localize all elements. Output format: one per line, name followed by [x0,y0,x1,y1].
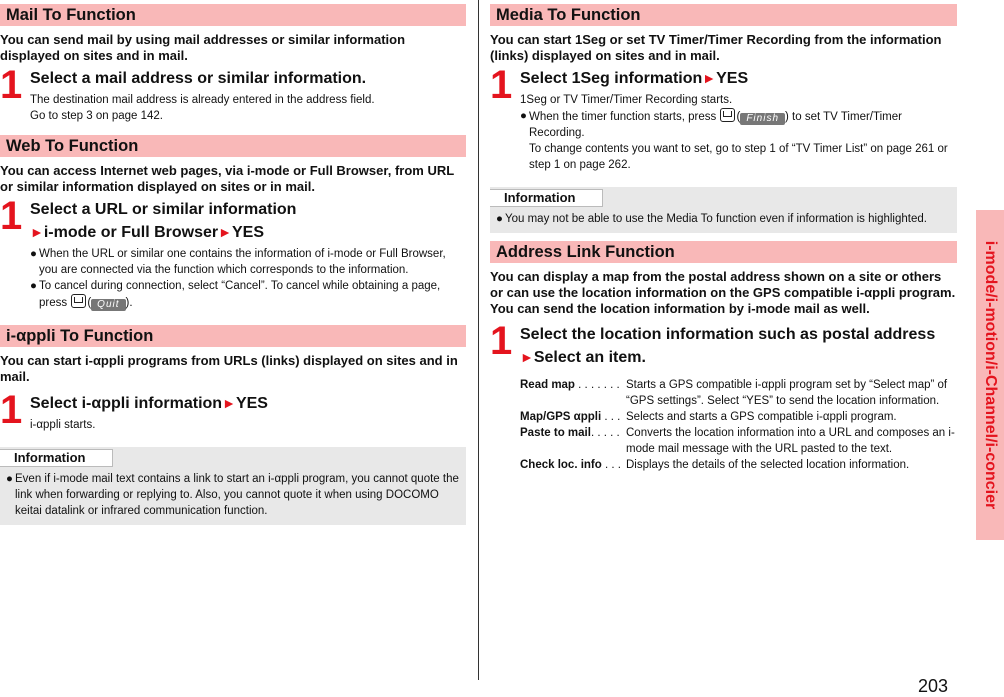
bullet-item: ● When the timer function starts, press ( Finish ) to set TV Timer/Timer Recording. To change contents you want to set, go to step 1 of “TV Timer List” on page 261 or step 1 on page 262. [520,110,948,171]
information-text [0,467,466,519]
term-text: Paste to mail [520,427,591,439]
bullet-text: When the URL or similar one contains the information of i-mode or Full Browser, you are connected via the function which corresponds to the information. [39,248,446,276]
iappli-to-step [0,388,466,433]
definition-row [520,425,957,457]
step-title [30,392,466,415]
arrow-icon: ► [222,395,236,411]
mail-to-step [0,63,466,124]
step-title [520,323,957,369]
body-text: i-αppli starts. [30,419,96,431]
information-box [0,447,466,525]
step-title [30,198,466,244]
definition-desc: Displays the details of the selected location information. [626,459,910,471]
definition-row [520,409,957,425]
iappli-to-heading: i-αppli To Function [0,325,466,347]
step-body [30,92,466,124]
right-column [490,4,957,473]
info-text: Even if i-mode mail text contains a link to start an i-αppli program, you cannot quote the link when forwarding or replying to. Also, you cannot quote it when using DOCOMO keitai datalink or infrared communication function. [15,473,459,517]
bullet-icon: ● [6,473,13,485]
arrow-icon: ► [702,70,717,86]
information-tag: Information [0,449,113,467]
paren: ). [125,297,133,309]
bullet-text: When the timer function starts, press [529,111,717,123]
quit-softkey: Quit [91,299,125,311]
bullet-icon: ● [496,213,503,225]
bullet-icon: ● [520,110,527,122]
step-number: 1 [0,388,23,432]
media-to-heading: Media To Function [490,4,957,26]
iappli-to-intro: You can start i-αppli programs from URLs (links) displayed on sites and in mail. [0,353,458,384]
arrow-icon: ► [218,224,232,240]
arrow-icon: ► [30,224,44,240]
bullet-text: To cancel during connection, select “Cancel”. To cancel while obtaining a page, press [39,280,441,309]
media-to-step [490,63,957,173]
mail-key-icon [720,108,735,122]
bullet-icon: ● [30,280,37,292]
address-link-heading: Address Link Function [490,241,957,263]
information-box [490,187,957,233]
finish-softkey: Finish [740,113,785,125]
leader-dots: . . . . . [590,427,620,439]
definition-term [520,425,626,457]
step-title: Select a mail address or similar information. [30,70,367,87]
information-tag: Information [490,189,603,207]
step-body [30,246,466,311]
body-text: The destination mail address is already entered in the address field. [30,94,375,106]
column-divider [478,0,479,680]
bullet-item [30,246,466,278]
step-body [30,417,466,433]
step-number: 1 [490,63,513,107]
step-title-part: Select an item. [533,349,646,366]
step-number: 1 [0,194,23,238]
step-title [520,67,957,90]
mail-to-heading: Mail To Function [0,4,466,26]
step-title-part: Select the location information such as postal address [520,326,936,343]
step-title-part: YES [235,395,268,412]
step-title-part: Select 1Seg information [520,70,703,87]
step-title-part: Select a URL or similar information [30,201,297,218]
address-link-intro: You can display a map from the postal address shown on a site or others or can use the location information on the GPS compatible i-αppli program. You can send the location information by i-mode mail as well. [490,269,956,316]
mail-key-icon [71,294,86,308]
bullet-text: To change contents you want to set, go to step 1 of “TV Timer List” on page 261 or step 1 on page 262. [529,143,948,171]
address-link-step [490,319,957,369]
item-definition-list [490,377,957,473]
step-title-part: YES [231,224,264,241]
step-title-part: i-mode or Full Browser [43,224,219,241]
web-to-step [0,194,466,311]
definition-row [520,377,957,409]
term-text: Check loc. info [520,459,602,471]
leader-dots: . . . [601,411,621,423]
step-title-part: YES [716,70,749,87]
left-column [0,4,466,525]
term-text: Read map [520,379,575,391]
definition-term [520,377,626,409]
step-number: 1 [490,319,513,363]
definition-term [520,457,626,473]
leader-dots: . . . . . . . [574,379,620,391]
definition-desc: Selects and starts a GPS compatible i-αppli program. [626,411,897,423]
leader-dots: . . . [601,459,621,471]
arrow-icon: ► [520,349,534,365]
web-to-intro: You can access Internet web pages, via i-mode or Full Browser, from URL or similar information displayed on sites or in mail. [0,163,454,194]
step-title-part: Select i-αppli information [30,395,223,412]
definition-row [520,457,957,473]
chapter-side-label: i-mode/i-motion/i-Channel/i-concier [982,240,999,510]
body-text: 1Seg or TV Timer/Timer Recording starts. [520,94,733,106]
info-text: You may not be able to use the Media To function even if information is highlighted. [505,213,927,225]
information-text [490,207,957,227]
definition-desc: Converts the location information into a URL and composes an i-mode mail message with the URL pasted to the text. [626,427,955,455]
bullet-icon: ● [30,248,37,260]
paren: ( [87,297,92,309]
bullet-text: ) to set TV Timer/Timer Recording. [529,111,902,139]
web-to-heading: Web To Function [0,135,466,157]
media-to-intro: You can start 1Seg or set TV Timer/Timer Recording from the information (links) displayed on sites and in mail. [490,32,942,63]
mail-to-intro: You can send mail by using mail addresses or similar information displayed on sites and in mail. [0,32,406,63]
body-text: Go to step 3 on page 142. [30,110,163,122]
bullet-item [30,278,466,311]
definition-term [520,409,626,425]
step-number: 1 [0,63,23,107]
step-body [520,92,957,173]
page-number: 203 [918,676,949,696]
term-text: Map/GPS αppli [520,411,602,423]
definition-desc: Starts a GPS compatible i-αppli program set by “Select map” of “GPS settings”. Select “YES” to send the location information. [626,379,948,407]
